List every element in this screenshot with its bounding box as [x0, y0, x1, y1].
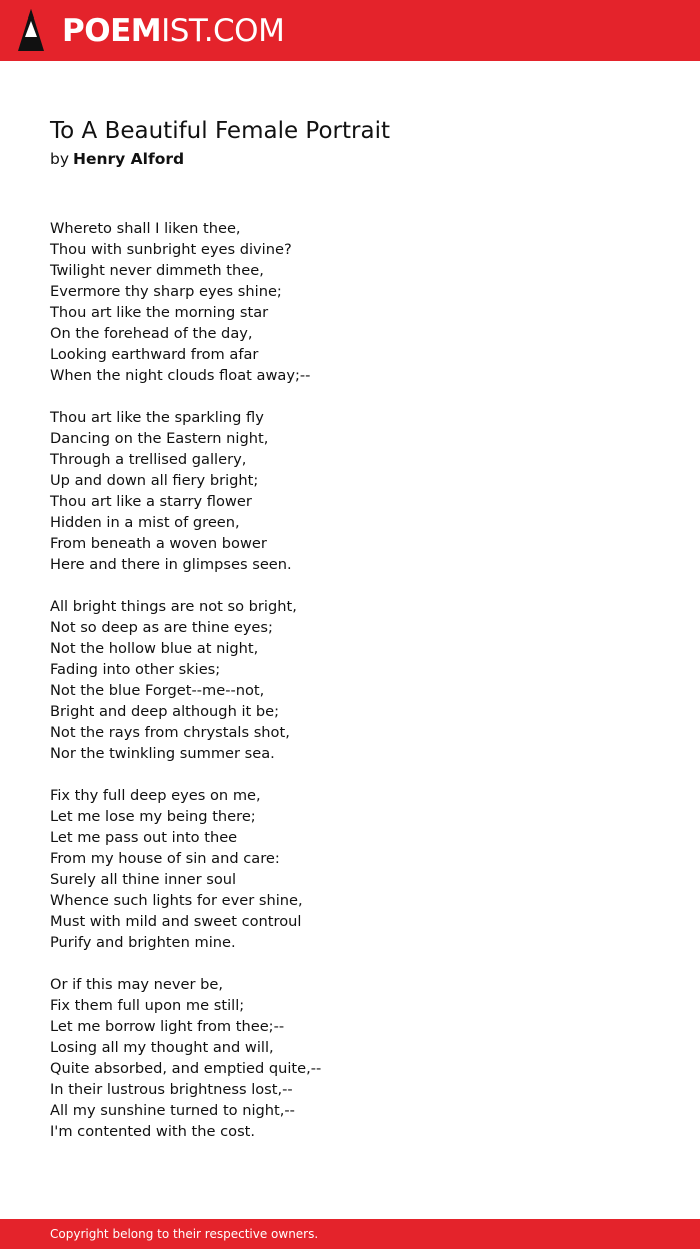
- poem-line: Must with mild and sweet controul: [50, 913, 302, 930]
- poem-line: From my house of sin and care:: [50, 850, 280, 867]
- poem-line: Bright and deep although it be;: [50, 703, 280, 720]
- poem-line: Fix thy full deep eyes on me,: [50, 787, 261, 804]
- logo-light-text: IST.COM: [161, 13, 285, 49]
- poem-line: Not so deep as are thine eyes;: [50, 619, 273, 636]
- poem-line: Thou art like a starry flower: [50, 493, 252, 510]
- poem-line: Twilight never dimmeth thee,: [50, 262, 264, 279]
- poem-line: All bright things are not so bright,: [50, 598, 297, 615]
- author-name: Henry Alford: [73, 150, 185, 168]
- poem-line: All my sunshine turned to night,--: [50, 1102, 295, 1119]
- poem-line: Let me borrow light from thee;--: [50, 1018, 285, 1035]
- poem-line: When the night clouds float away;--: [50, 367, 311, 384]
- poem-line: Surely all thine inner soul: [50, 871, 237, 888]
- poem-line: Through a trellised gallery,: [50, 451, 247, 468]
- poem-line: Not the rays from chrystals shot,: [50, 724, 290, 741]
- poem-line: Purify and brighten mine.: [50, 934, 236, 951]
- poem-line: Or if this may never be,: [50, 976, 224, 993]
- poem-line: Quite absorbed, and emptied quite,--: [50, 1060, 322, 1077]
- poem-line: Losing all my thought and will,: [50, 1039, 274, 1056]
- poem-line: Nor the twinkling summer sea.: [50, 745, 275, 762]
- poem-line: From beneath a woven bower: [50, 535, 267, 552]
- poem-line: Thou art like the morning star: [50, 304, 269, 321]
- poem-stanza: [50, 596, 650, 764]
- by-label: by: [50, 150, 70, 168]
- site-header: [0, 0, 700, 61]
- poem-body: [50, 218, 650, 1163]
- poem-line: Evermore thy sharp eyes shine;: [50, 283, 282, 300]
- poem-line: On the forehead of the day,: [50, 325, 253, 342]
- poem-line: Fading into other skies;: [50, 661, 221, 678]
- poem-stanza: [50, 218, 650, 386]
- poem-line: Fix them full upon me still;: [50, 997, 245, 1014]
- site-footer: [0, 1219, 700, 1249]
- poem-line: Let me pass out into thee: [50, 829, 238, 846]
- poem-stanza: [50, 974, 650, 1142]
- poem-line: Not the blue Forget--me--not,: [50, 682, 265, 699]
- logo-bold-text: POEM: [62, 13, 162, 49]
- poem-title: To A Beautiful Female Portrait: [50, 118, 390, 144]
- poem-line: Hidden in a mist of green,: [50, 514, 240, 531]
- poem-line: In their lustrous brightness lost,--: [50, 1081, 293, 1098]
- poem-line: Not the hollow blue at night,: [50, 640, 259, 657]
- copyright-text: Copyright belong to their respective owners.: [50, 1227, 319, 1241]
- poem-line: Up and down all fiery bright;: [50, 472, 259, 489]
- poem-line: Here and there in glimpses seen.: [50, 556, 292, 573]
- poem-stanza: [50, 407, 650, 575]
- poem-line: Dancing on the Eastern night,: [50, 430, 269, 447]
- site-logo[interactable]: [62, 13, 284, 49]
- poem-line: Whereto shall I liken thee,: [50, 220, 241, 237]
- byline: [50, 148, 184, 170]
- pencil-icon[interactable]: [18, 9, 44, 51]
- poem-line: Let me lose my being there;: [50, 808, 256, 825]
- poem-line: Thou art like the sparkling fly: [50, 409, 264, 426]
- poem-line: Thou with sunbright eyes divine?: [50, 241, 292, 258]
- poem-line: I'm contented with the cost.: [50, 1123, 256, 1140]
- poem-stanza: [50, 785, 650, 953]
- poem-line: Looking earthward from afar: [50, 346, 259, 363]
- poem-line: Whence such lights for ever shine,: [50, 892, 303, 909]
